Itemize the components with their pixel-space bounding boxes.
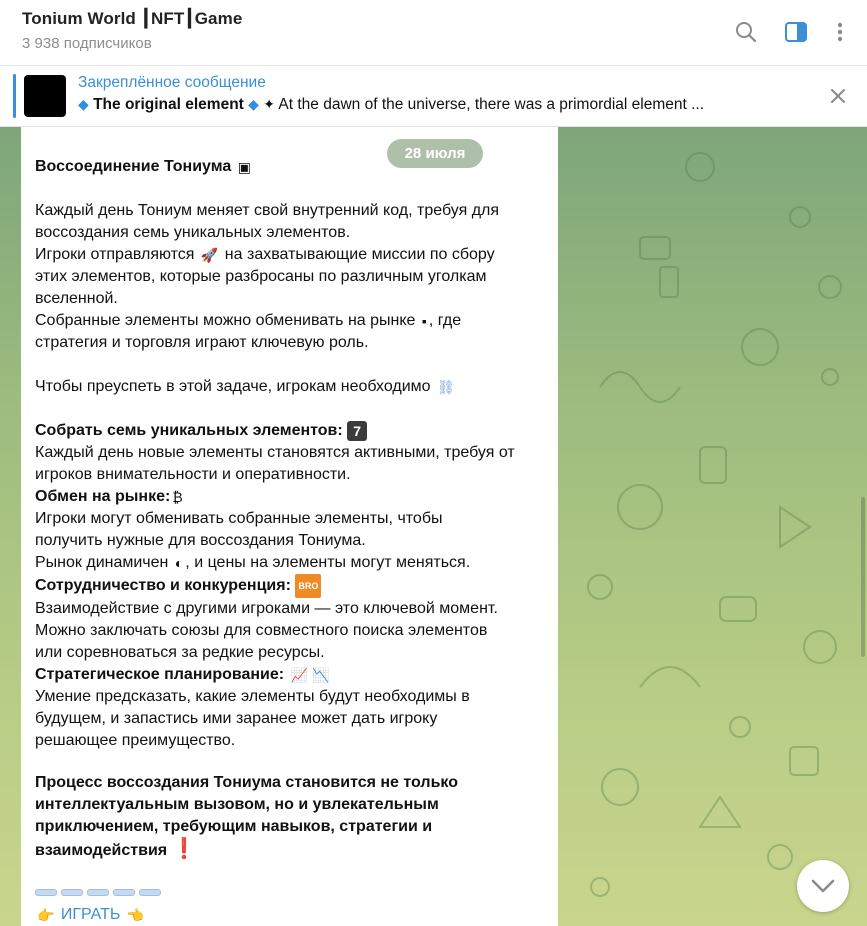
coin-icon: ◐ <box>174 554 184 571</box>
section-heading <box>35 664 545 686</box>
text-line: Процесс воссоздания Тониума становится не только <box>35 774 458 791</box>
message-paragraph-1 <box>35 200 545 354</box>
keycap-seven-icon: 7 <box>347 421 367 441</box>
text-span: взаимодействия <box>35 842 168 859</box>
text-line <box>35 310 545 332</box>
text-line: решающее преимущество. <box>35 732 236 749</box>
text-line <box>35 552 545 574</box>
rocket-icon: 🚀 <box>200 246 219 263</box>
text-line: Игроки могут обменивать собранные элементы, чтобы <box>35 510 443 527</box>
dash-icon <box>35 889 57 896</box>
play-row <box>35 904 545 926</box>
divider-row <box>35 889 545 896</box>
sidebar-toggle-button[interactable] <box>782 18 810 46</box>
section-heading <box>35 420 545 442</box>
text-line: получить нужные для воссоздания Тониума. <box>35 532 366 549</box>
wallet-icon: ▪ <box>421 312 427 329</box>
pinned-element-title: The original element <box>93 96 244 113</box>
text-line: Можно заключать союзы для совместного поиска элементов <box>35 622 488 639</box>
pinned-indicator <box>13 74 16 118</box>
pointing-right-icon: 👉 <box>37 906 55 923</box>
more-vertical-icon <box>836 21 844 43</box>
text-span: Собранные элементы можно обменивать на рынке <box>35 312 416 329</box>
text-line: вселенной. <box>35 290 118 307</box>
text-span: на захватывающие миссии по сбору <box>224 246 495 263</box>
text-line: Каждый день новые элементы становятся активными, требуя от <box>35 444 515 461</box>
text-span: , где <box>428 312 462 329</box>
close-pinned-button[interactable] <box>827 85 849 107</box>
text-span: Игроки отправляются <box>35 246 195 263</box>
pinned-message-bar[interactable] <box>0 66 867 127</box>
heading-text: Собрать семь уникальных элементов: <box>35 422 343 439</box>
dash-icon <box>61 889 83 896</box>
sidebar-toggle-icon <box>784 21 808 43</box>
chat-header[interactable] <box>0 0 867 66</box>
dash-icon <box>87 889 109 896</box>
chevron-down-icon <box>811 879 835 893</box>
text-line: Взаимодействие с другими игроками — это ключевой момент. <box>35 600 498 617</box>
bitcoin-icon: ₿ <box>172 488 183 505</box>
message-paragraph-2 <box>35 376 545 398</box>
text-line: стратегия и торговля играют ключевую роль. <box>35 334 369 351</box>
heading-text: Обмен на рынке: <box>35 488 171 505</box>
dash-icon <box>139 889 161 896</box>
bro-badge-icon: BRO <box>295 574 321 598</box>
close-icon <box>830 88 846 104</box>
search-icon <box>735 21 757 43</box>
text-line <box>35 244 545 266</box>
text-line: воссоздания семь уникальных элементов. <box>35 224 351 241</box>
chain-icon: ⛓ <box>437 378 455 395</box>
search-button[interactable] <box>732 18 760 46</box>
text-line: интеллектуальным вызовом, но и увлекательным <box>35 796 439 813</box>
pinned-preview-text: At the dawn of the universe, there was a primordial element ... <box>278 96 705 113</box>
pinned-thumbnail <box>24 75 66 117</box>
pointing-left-icon: 👈 <box>126 906 145 923</box>
sparkle-icon: ✦ <box>263 96 275 112</box>
exclamation-icon: ❗ <box>171 838 197 860</box>
text-span: Рынок динамичен <box>35 554 169 571</box>
section-collect <box>35 420 545 752</box>
dash-icon <box>113 889 135 896</box>
text-line: игроков внимательности и оперативности. <box>35 466 351 483</box>
text-line: этих элементов, которые разбросаны по различным уголкам <box>35 268 487 285</box>
pinned-preview <box>78 96 808 114</box>
pinned-label: Закреплённое сообщение <box>78 74 266 91</box>
message-conclusion <box>35 772 545 862</box>
diamond-icon: ◆ <box>78 96 89 112</box>
text-span: , и цены на элементы могут меняться. <box>185 554 471 571</box>
more-options-button[interactable] <box>826 18 854 46</box>
text-line: Умение предсказать, какие элементы будут необходимы в <box>35 688 470 705</box>
chat-area[interactable] <box>0 127 867 926</box>
heading-text: Сотрудничество и конкуренция: <box>35 577 291 595</box>
date-badge: 28 июля <box>387 139 483 168</box>
scroll-to-bottom-button[interactable] <box>797 860 849 912</box>
heading-text: Стратегическое планирование: <box>35 666 285 683</box>
subscriber-count: 3 938 подписчиков <box>22 35 152 52</box>
text-line: Каждый день Тониум меняет свой внутренний код, требуя для <box>35 202 500 219</box>
section-heading <box>35 574 545 598</box>
text-line: приключением, требующим навыков, стратегии и <box>35 818 433 835</box>
text-line <box>35 838 545 862</box>
chart-up-icon: 📈 <box>290 666 308 683</box>
cube-icon: ▣ <box>237 158 251 175</box>
dash-divider <box>35 889 545 896</box>
play-link[interactable]: ИГРАТЬ <box>60 906 121 923</box>
section-heading <box>35 486 545 508</box>
text-line: или соревноваться за редкие ресурсы. <box>35 644 325 661</box>
message-title <box>35 156 545 178</box>
scrollbar[interactable] <box>861 497 865 657</box>
channel-title[interactable]: Tonium World ┃NFT┃Game <box>22 9 243 28</box>
text-span: Чтобы преуспеть в этой задаче, игрокам необходимо <box>35 378 431 395</box>
message-title-text: Воссоединение Тониума <box>35 158 232 175</box>
chart-down-icon: 📉 <box>312 666 330 683</box>
text-line: будущем, и запастись ими заранее может дать игроку <box>35 710 438 727</box>
diamond-icon: ◆ <box>248 96 259 112</box>
